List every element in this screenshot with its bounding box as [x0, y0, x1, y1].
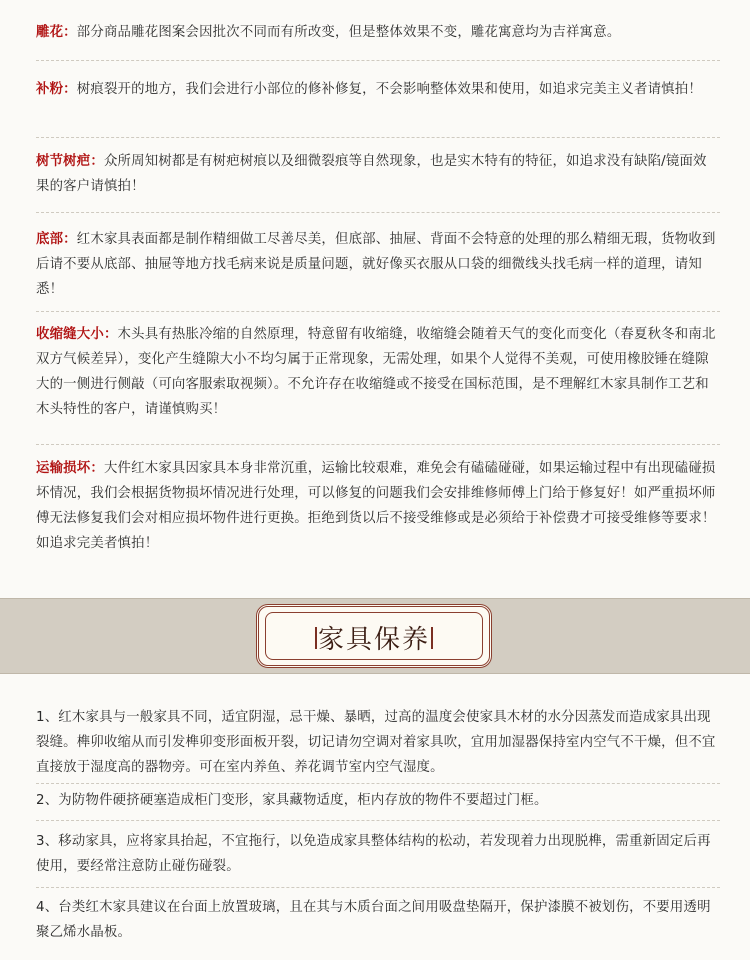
divider: [36, 212, 720, 213]
note-shrink-gap: [36, 322, 720, 422]
note-filler: [36, 77, 720, 102]
band-top-line: [0, 598, 750, 599]
care-item-1: 1、红木家具与一般家具不同，适宜阴湿，忌干燥、暴晒，过高的温度会使家具木材的水分因蒸发而造成家具出现裂缝。榫卯收缩从而引发榫卯变形面板开裂，切记请勿空调对着家具吹，宜用加湿器保持室内空气不干燥，但不宜直接放于湿度高的器物旁。可在室内养鱼、养花调节室内空气湿度。: [36, 710, 716, 775]
note-keyword: 底部：: [36, 232, 77, 247]
band-bottom-line: [0, 673, 750, 674]
note-text: 众所周知树都是有树疤树痕以及细微裂痕等自然现象，也是实木特有的特征，如追求没有缺陷/镜面效果的客户请慎拍！: [36, 154, 707, 194]
title-right-bar: [431, 627, 433, 649]
note-keyword: 收缩缝大小：: [36, 327, 118, 342]
divider: [36, 311, 720, 312]
divider: [36, 137, 720, 138]
note-keyword: 补粉：: [36, 82, 77, 97]
note-text: 树痕裂开的地方，我们会进行小部位的修补修复，不会影响整体效果和使用，如追求完美主义者请慎拍！: [76, 82, 702, 97]
note-carving: [36, 20, 720, 45]
divider: [36, 783, 720, 784]
note-bottom: [36, 227, 720, 302]
note-keyword: 树节树疤：: [36, 154, 104, 169]
note-keyword: 运输损坏：: [36, 461, 104, 476]
care-item-2: 2、为防物件硬挤硬塞造成柜门变形，家具藏物适度，柜内存放的物件不要超过门框。: [36, 793, 548, 808]
note-knots: [36, 149, 720, 199]
section-title: 家具保养: [317, 625, 430, 655]
section-title-frame: [256, 604, 492, 668]
care-item-3: 3、移动家具，应将家具抬起，不宜拖行，以免造成家具整体结构的松动，若发现着力出现脱榫，需重新固定后再使用，要经常注意防止碰伤碰裂。: [36, 834, 711, 874]
divider: [36, 60, 720, 61]
note-text: 红木家具表面都是制作精细做工尽善尽美，但底部、抽屉、背面不会特意的处理的那么精细无瑕，货物收到后请不要从底部、抽屉等地方找毛病来说是质量问题，就好像买衣服从口袋的细微线头找毛病一样的道理，请知悉！: [36, 232, 716, 297]
note-text: 木头具有热胀冷缩的自然原理，特意留有收缩缝，收缩缝会随着天气的变化而变化（春夏秋冬和南北双方气候差异），变化产生缝隙大小不均匀属于正常现象，无需处理，如果个人觉得不美观，可使用橡胶锤在缝隙大的一侧进行侧敲（可向客服索取视频）。不允许存在收缩缝或不接受在国标范围，是不理解红木家具制作工艺和木头特性的客户，请谨慎购买！: [36, 327, 716, 417]
note-keyword: 雕花：: [36, 25, 77, 40]
divider: [36, 820, 720, 821]
divider: [36, 887, 720, 888]
divider: [36, 444, 720, 445]
note-shipping-damage: [36, 456, 720, 556]
note-text: 部分商品雕花图案会因批次不同而有所改变，但是整体效果不变，雕花寓意均为吉祥寓意。: [76, 25, 621, 40]
care-item-4: 4、台类红木家具建议在台面上放置玻璃，且在其与木质台面之间用吸盘垫隔开，保护漆膜不被划伤，不要用透明聚乙烯水晶板。: [36, 900, 711, 940]
note-text: 大件红木家具因家具本身非常沉重，运输比较艰难，难免会有磕磕碰碰，如果运输过程中有出现磕碰损坏情况，我们会根据货物损坏情况进行处理，可以修复的问题我们会安排维修师傅上门给于修复好！如严重损坏师傅无法修复我们会对相应损坏物件进行更换。拒绝到货以后不接受维修或是必须给于补偿费才可接受维修等要求！如追求完美者慎拍！: [36, 461, 716, 551]
